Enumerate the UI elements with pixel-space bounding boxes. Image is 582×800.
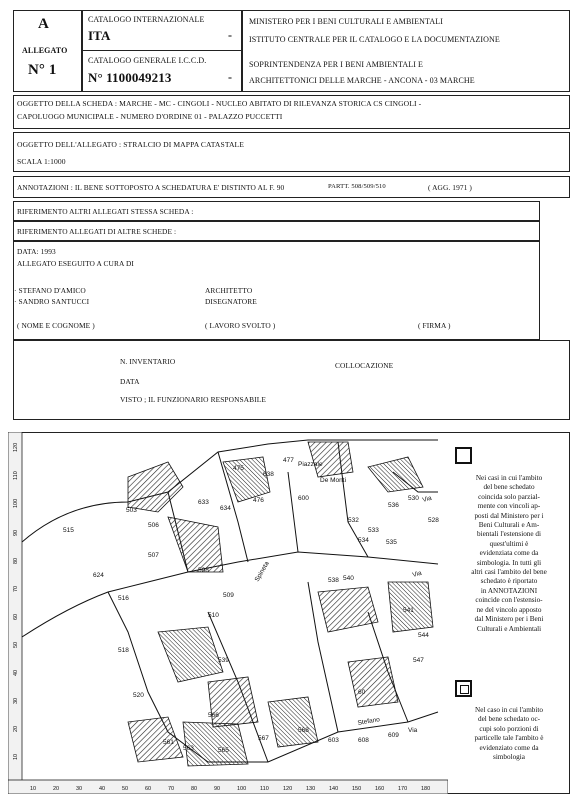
parcel-label: 603 <box>328 737 339 744</box>
parcel-label: 509 <box>223 592 234 599</box>
note-line: quest'ultimi è <box>489 539 529 548</box>
note-line: Culturali e Ambientali <box>476 624 542 633</box>
collocazione: COLLOCAZIONE <box>335 361 394 370</box>
note-line: in ANNOTAZIONI <box>480 586 538 595</box>
oggetto-scheda-line2: CAPOLUOGO MUNICIPALE - NUMERO D'ORDINE 01 - PALAZZO PUCCETTI <box>17 112 283 121</box>
role-1: ARCHITETTO <box>205 286 253 295</box>
note-line: del bene schedato <box>483 483 535 492</box>
allegato-number: N° 1 <box>28 62 57 78</box>
y-axis-tick-label: 10 <box>13 753 19 760</box>
parcel-label: 634 <box>220 505 231 512</box>
col-lavoro: ( LAVORO SVOLTO ) <box>205 321 276 330</box>
note-line: ne del vincolo apposto <box>476 605 542 614</box>
oggetto-allegato-line1: OGGETTO DELL'ALLEGATO : STRALCIO DI MAPPA CATASTALE <box>17 140 245 149</box>
note2-lines <box>450 706 568 762</box>
inventario-box <box>13 340 570 420</box>
note-line: Beni Culturali e Am- <box>478 521 540 530</box>
col-firma: ( FIRMA ) <box>418 321 451 330</box>
parcel-label: 600 <box>298 495 309 502</box>
scala-text: SCALA 1:1000 <box>17 157 66 166</box>
street-label: Via <box>421 494 433 504</box>
person-1: · STEFANO D'AMICO <box>14 286 86 295</box>
parcel-label: 535 <box>386 539 397 546</box>
x-axis-tick-label: 140 <box>329 786 339 792</box>
parcel-label: 516 <box>118 595 129 602</box>
parcel-label: 536 <box>388 502 399 509</box>
catalogo-gen-label: CATALOGO GENERALE I.C.C.D. <box>88 56 207 65</box>
parcel-label: 532 <box>348 517 359 524</box>
note-line: del bene schedato oc- <box>477 715 541 724</box>
parcel-label: 510 <box>208 612 219 619</box>
parcel-label: 624 <box>93 572 104 579</box>
note-line: Nel caso in cui l'ambito <box>475 706 543 714</box>
street-label: Piazzale <box>298 461 323 468</box>
parcel-label: 566 <box>208 712 219 719</box>
y-axis-tick-label: 60 <box>13 613 19 620</box>
sheet-letter: A <box>38 16 49 32</box>
x-axis-tick-label: 30 <box>76 786 83 792</box>
parcel-label: 518 <box>118 647 129 654</box>
parcel-label: 507 <box>148 552 159 559</box>
note-line: coincide con l'estensio- <box>475 596 543 605</box>
parcel-label: 563 <box>183 745 194 752</box>
note-line: coincida solo parzial- <box>478 492 540 501</box>
street-label: Spineta <box>253 560 271 583</box>
street-label: Via <box>408 727 418 734</box>
y-axis-tick-label: 70 <box>13 585 19 592</box>
note-line: particelle tale l'ambito è <box>474 734 544 743</box>
y-axis-tick-label: 30 <box>13 697 19 704</box>
x-axis-tick-label: 20 <box>53 786 60 792</box>
catalogo-gen-value: N° 1100049213 <box>88 70 172 85</box>
n-inventario: N. INVENTARIO <box>120 357 176 366</box>
parcel-label: 633 <box>198 499 209 506</box>
dash-2: - <box>228 70 233 84</box>
note-line: altri casi l'ambito del bene <box>471 568 547 577</box>
legend-note-2 <box>450 706 568 762</box>
parcel-label: 520 <box>133 692 144 699</box>
note-line: cupi solo porzioni di <box>479 724 539 733</box>
parcel-label: 515 <box>63 527 74 534</box>
oggetto-allegato-box <box>13 132 570 172</box>
esecuzione-eseguito: ALLEGATO ESEGUITO A CURA DI <box>17 259 134 268</box>
col-nome: ( NOME E COGNOME ) <box>17 321 95 330</box>
visto: VISTO ; IL FUNZIONARIO RESPONSABILE <box>120 395 266 404</box>
person-2: · SANDRO SANTUCCI <box>14 297 90 306</box>
note-line: mente con vincoli ap- <box>477 502 541 511</box>
parcel-label: 567 <box>258 735 269 742</box>
parcel-label: 540 <box>343 575 354 582</box>
parcel-label: 609 <box>388 732 399 739</box>
parcel-label: 506 <box>148 522 159 529</box>
note-line: bientali l'estensione di <box>477 530 541 539</box>
parcel-label: 60 <box>358 689 366 696</box>
y-axis-tick-label: 50 <box>13 641 19 648</box>
annotazioni-agg: ( AGG. 1971 ) <box>428 183 472 192</box>
x-axis-tick-label: 100 <box>237 786 247 792</box>
parcel-label: 475 <box>233 465 244 472</box>
esecuzione-data: DATA: 1993 <box>17 247 56 256</box>
y-axis-tick-label: 120 <box>13 442 19 452</box>
parcel-label: 638 <box>263 471 274 478</box>
x-axis-tick-label: 40 <box>99 786 106 792</box>
note-line: evidenziato come da <box>479 743 539 752</box>
street-label: Via <box>411 569 423 579</box>
legend-square-empty <box>455 447 472 464</box>
x-axis-tick-label: 150 <box>352 786 362 792</box>
parcel-label: 539 <box>218 657 229 664</box>
note-line: simbologia <box>493 753 525 762</box>
x-axis-tick-label: 70 <box>168 786 175 792</box>
x-axis-tick-label: 120 <box>283 786 293 792</box>
dash-1: - <box>228 28 233 42</box>
x-axis-tick-label: 130 <box>306 786 316 792</box>
x-axis-tick-label: 50 <box>122 786 129 792</box>
parcel-label: 565 <box>218 747 229 754</box>
note1-lines <box>450 474 568 634</box>
y-axis-tick-label: 100 <box>13 498 19 508</box>
note-line: Nei casi in cui l'ambito <box>475 474 543 482</box>
y-axis-tick-label: 110 <box>13 471 19 480</box>
x-axis-tick-label: 10 <box>30 786 37 792</box>
parcel-label: 528 <box>428 517 439 524</box>
parcel-label: 538 <box>328 577 339 584</box>
street-label: Stefano <box>357 716 381 727</box>
parcel-label: 530 <box>408 495 419 502</box>
street-label: De Monti <box>320 477 347 484</box>
legend-square-filled <box>455 680 472 697</box>
catalogo-divider <box>82 50 242 51</box>
parcel-label: 561 <box>163 739 174 746</box>
parcel-label: 508 <box>198 567 209 574</box>
x-axis-tick-label: 170 <box>398 786 408 792</box>
note-line: dal Ministero per i Beni <box>474 615 544 624</box>
ministero-text: MINISTERO PER I BENI CULTURALI E AMBIENTALI <box>249 17 444 26</box>
oggetto-scheda-line1: OGGETTO DELLA SCHEDA : MARCHE - MC - CINGOLI - NUCLEO ABITATO DI RILEVANZA STORICA CS CINGOLI - <box>17 99 422 108</box>
catalogo-int-label: CATALOGO INTERNAZIONALE <box>88 15 205 24</box>
x-axis-tick-label: 90 <box>214 786 221 792</box>
x-axis-tick-label: 80 <box>191 786 198 792</box>
cadastral-map <box>8 432 448 794</box>
y-axis-tick-label: 90 <box>13 529 19 536</box>
note-line: schedato è riportato <box>480 577 538 586</box>
parcel-label: 608 <box>358 737 369 744</box>
catalogo-int-value: ITA <box>88 28 111 43</box>
role-2: DISEGNATORE <box>205 297 257 306</box>
annotazioni-text: ANNOTAZIONI : IL BENE SOTTOPOSTO A SCHEDATURA E' DISTINTO AL F. 90 <box>17 183 285 192</box>
parcel-label: 503 <box>126 507 137 514</box>
parcel-label: 547 <box>413 657 424 664</box>
x-axis-tick-label: 180 <box>421 786 431 792</box>
y-axis-tick-label: 80 <box>13 557 19 564</box>
x-axis-tick-label: 160 <box>375 786 385 792</box>
parcel-label: 544 <box>418 632 429 639</box>
y-axis-tick-label: 40 <box>13 669 19 676</box>
parcel-label: 476 <box>253 497 264 504</box>
annotazioni-partt: PARTT. 508/509/510 <box>328 183 386 190</box>
istituto-text: ISTITUTO CENTRALE PER IL CATALOGO E LA DOCUMENTAZIONE <box>249 35 500 44</box>
note-line: posti dal Ministero per i <box>474 511 544 520</box>
soprintendenza-line1: SOPRINTENDENZA PER I BENI AMBIENTALI E <box>249 60 424 69</box>
x-axis-tick-label: 60 <box>145 786 152 792</box>
legend-note-1 <box>450 474 568 634</box>
y-axis-tick-label: 20 <box>13 725 19 732</box>
x-axis-tick-label: 110 <box>260 786 269 792</box>
riferimento2-text: RIFERIMENTO ALLEGATI DI ALTRE SCHEDE : <box>17 227 177 236</box>
soprintendenza-line2: ARCHITETTONICI DELLE MARCHE - ANCONA - 03 MARCHE <box>249 76 475 85</box>
note-line: simbologia. In tutti gli <box>476 558 542 567</box>
note-line: evidenziata come da <box>479 549 539 558</box>
inventario-data: DATA <box>120 377 140 386</box>
parcel-label: 541 <box>403 607 414 614</box>
parcel-label: 534 <box>358 537 369 544</box>
parcel-label: 477 <box>283 457 294 464</box>
allegato-label: ALLEGATO <box>22 46 68 55</box>
parcel-label: 533 <box>368 527 379 534</box>
parcel-label: 568 <box>298 727 309 734</box>
riferimento1-text: RIFERIMENTO ALTRI ALLEGATI STESSA SCHEDA : <box>17 207 194 216</box>
